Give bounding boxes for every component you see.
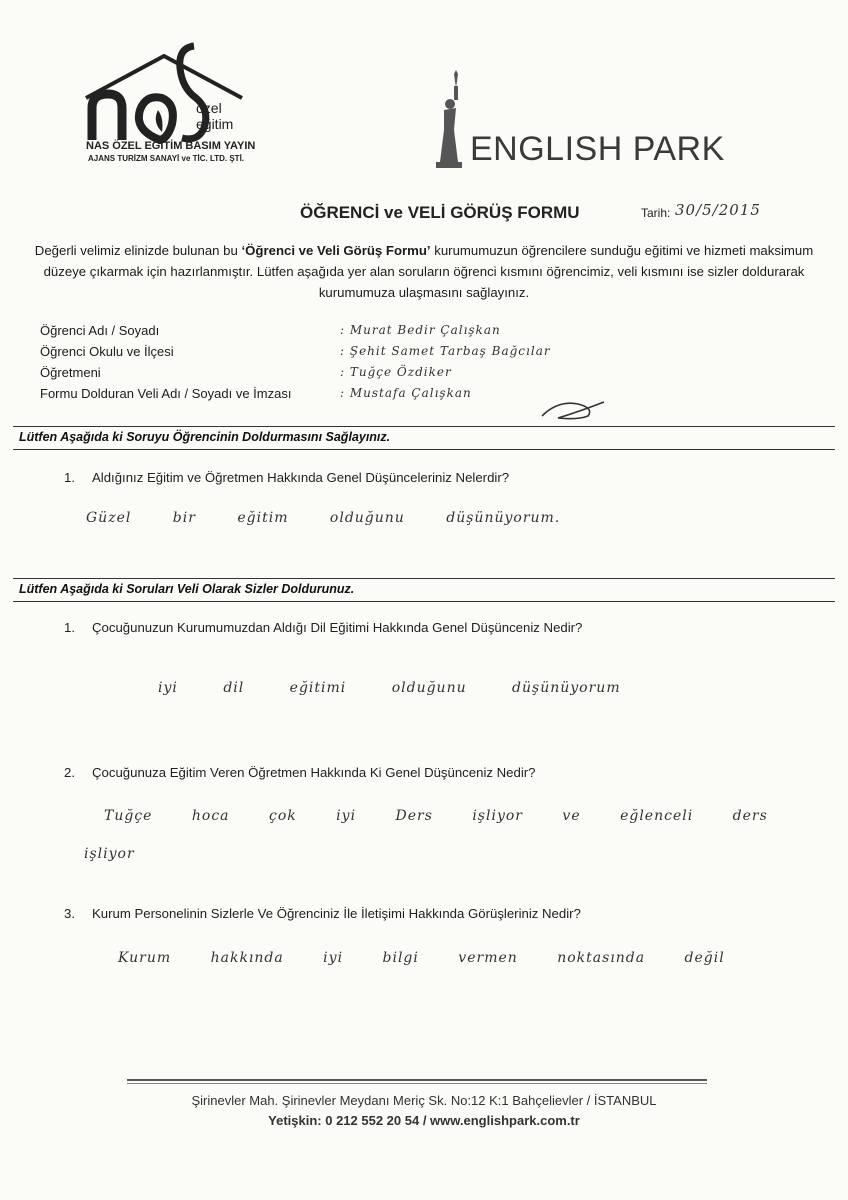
intro-form-name: ‘Öğrenci ve Veli Görüş Formu’: [241, 243, 431, 258]
parent-section-header: [13, 578, 835, 602]
form-title: ÖĞRENCİ ve VELİ GÖRÜŞ FORMU: [300, 203, 580, 222]
parent-name-value: : Mustafa Çalışkan: [340, 386, 472, 400]
teacher-value: : Tuğçe Özdiker: [340, 365, 452, 379]
intro-text-end: kurumumuzun öğrencilere sunduğu eğitimi ve hizmeti maksimum düzeye çıkarmak için hazırlanmıştır. Lütfen aşağıda yer alan soruların öğrenci kısmını öğrencimiz, veli kısmını ise sizler doldurarak kurumumuza ulaşmasını sağlayınız.: [43, 243, 814, 300]
nas-egitim-text: eğitim: [196, 116, 234, 132]
nas-company-subtitle: AJANS TURİZM SANAYİ ve TİC. LTD. ŞTİ.: [88, 154, 245, 163]
parent-answer-3: Kurum hakkında iyi bilgi vermen noktasında değil: [118, 950, 725, 966]
intro-text-start: Değerli velimiz elinizde bulunan bu: [34, 243, 242, 258]
nas-ozel-text: özel: [196, 100, 222, 116]
student-name-label: Öğrenci Adı / Soyadı: [40, 323, 160, 338]
nas-company-name: NAS ÖZEL EĞİTİM BASIM YAYIN: [86, 140, 256, 152]
statue-of-liberty-icon: [432, 70, 472, 170]
parent-name-label: Formu Dolduran Veli Adı / Soyadı ve İmzası: [40, 386, 292, 401]
question-number: 3.: [64, 906, 75, 921]
student-section-heading: Lütfen Aşağıda ki Soruyu Öğrencinin Doldurmasını Sağlayınız.: [19, 430, 391, 444]
student-question-1: [64, 470, 509, 485]
parent-question-3: [64, 906, 581, 921]
student-name-value: : Murat Bedir Çalışkan: [340, 323, 501, 337]
question-number: 2.: [64, 765, 75, 780]
question-text: Kurum Personelinin Sizlerle Ve Öğrenciniz İle İletişimi Hakkında Görüşleriniz Nedir?: [92, 906, 581, 921]
question-number: 1.: [64, 620, 75, 635]
question-text: Çocuğunuzun Kurumumuzdan Aldığı Dil Eğitimi Hakkında Genel Düşünceniz Nedir?: [92, 620, 583, 635]
student-section-header: [13, 426, 835, 450]
info-labels: [40, 320, 291, 404]
parent-answer-1: iyi dil eğitimi olduğunu düşünüyorum: [158, 680, 621, 696]
teacher-label: Öğretmeni: [40, 365, 101, 380]
footer-address: Şirinevler Mah. Şirinevler Meydanı Meriç Sk. No:12 K:1 Bahçelievler / İSTANBUL: [191, 1093, 657, 1108]
english-park-brand: ENGLISH PARK: [470, 130, 725, 168]
parent-question-1: [64, 620, 582, 635]
parent-answer-2-line-2: işliyor: [84, 846, 135, 862]
intro-paragraph: [30, 240, 818, 303]
footer-divider-thin: [127, 1083, 707, 1084]
footer-divider: [127, 1079, 707, 1081]
date-value: 30/5/2015: [675, 201, 761, 219]
parent-question-2: [64, 765, 535, 780]
question-text: Aldığınız Eğitim ve Öğretmen Hakkında Genel Düşünceleriniz Nelerdir?: [92, 470, 510, 485]
info-values: [340, 320, 551, 404]
parent-section-heading: Lütfen Aşağıda ki Soruları Veli Olarak Sizler Doldurunuz.: [19, 582, 355, 596]
question-text: Çocuğunuza Eğitim Veren Öğretmen Hakkında Ki Genel Düşünceniz Nedir?: [92, 765, 536, 780]
question-number: 1.: [64, 470, 75, 485]
student-school-value: : Şehit Samet Tarbaş Bağcılar: [340, 344, 551, 358]
student-answer-1: Güzel bir eğitim olduğunu düşünüyorum.: [86, 510, 561, 526]
student-school-label: Öğrenci Okulu ve İlçesi: [40, 344, 174, 359]
footer-contact: Yetişkin: 0 212 552 20 54 / www.englishpark.com.tr: [268, 1113, 580, 1128]
parent-answer-2-line-1: Tuğçe hoca çok iyi Ders işliyor ve eğlenceli ders: [104, 808, 768, 824]
parent-signature: [538, 396, 608, 422]
date-label: Tarih:: [641, 206, 671, 220]
